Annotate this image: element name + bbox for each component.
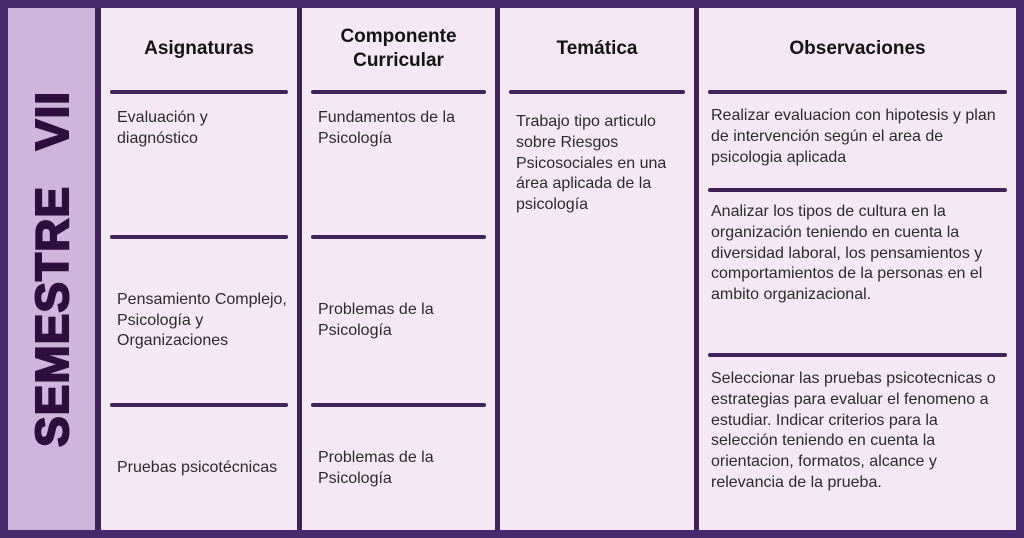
column-componente-curricular	[302, 8, 495, 530]
observacion-cell-3: Seleccionar las pruebas psicotecnicas o estrategias para evaluar el fenomeno a estudiar. Indicar criterios para la selección teniendo en cuenta la orientacion, formatos, alcance y relevancia de la prueba.	[711, 370, 996, 491]
column-header-tematica: Temática	[556, 38, 638, 60]
componente-cell-2: Problemas de la Psicología	[318, 301, 434, 339]
column-observaciones	[699, 8, 1016, 530]
observacion-cell-2: Analizar los tipos de cultura en la organización teniendo en cuenta la diversidad laboral, los pensamientos y comportamientos de la personas en el ambito organizacional.	[711, 203, 983, 304]
semester-sidebar	[8, 8, 95, 530]
asignatura-cell-3: Pruebas psicotécnicas	[117, 459, 278, 477]
semester-title: SEMESTRE VII	[25, 90, 78, 448]
asignatura-cell-2: Pensamiento Complejo, Psicología y Organizaciones	[117, 290, 287, 350]
column-header-observaciones: Observaciones	[789, 38, 926, 60]
column-header-asignaturas: Asignaturas	[144, 38, 254, 60]
componente-cell-1: Fundamentos de la Psicología	[318, 109, 455, 147]
componente-cell-3: Problemas de la Psicología	[318, 448, 434, 487]
asignatura-cell-1: Evaluación y diagnóstico	[117, 109, 208, 147]
column-tematica	[500, 8, 694, 530]
tematica-cell: Trabajo tipo articulo sobre Riesgos Psicosociales en una área aplicada de la psicología	[516, 113, 667, 214]
column-asignaturas	[101, 8, 297, 530]
semester-table	[8, 8, 1016, 530]
observacion-cell-1: Realizar evaluacion con hipotesis y plan de intervención según el area de psicologia aplicada	[711, 107, 996, 166]
column-header-componente: Componente Curricular	[340, 26, 457, 71]
